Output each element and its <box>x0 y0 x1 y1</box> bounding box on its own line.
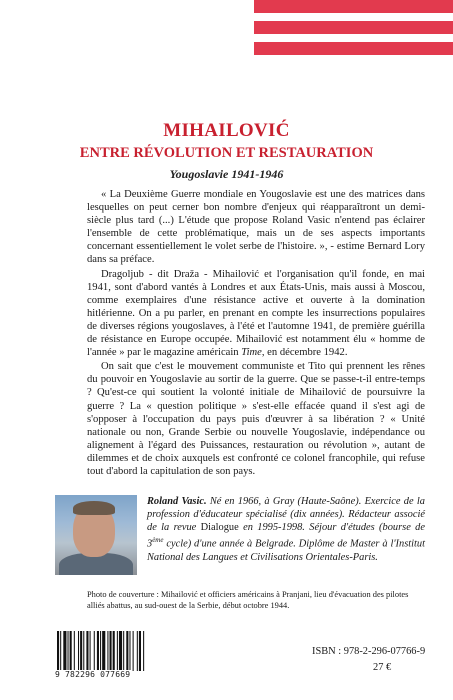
author-bio-text-3: cycle) d'une année à Belgrade. Diplôme de Master à l'Institut National des Langues et Civilisations Orientales-Paris. <box>147 538 425 563</box>
barcode-bar <box>60 631 61 671</box>
barcode-bar <box>63 631 66 671</box>
barcode-bar <box>126 631 128 671</box>
barcode-bar <box>74 631 75 671</box>
red-stripe-3 <box>254 42 453 55</box>
barcode-bar <box>102 631 105 671</box>
barcode-bar <box>129 631 130 671</box>
barcode-bar <box>86 631 88 671</box>
barcode-bars <box>55 631 170 671</box>
red-stripe-2 <box>254 21 453 34</box>
barcode-number: 9 782296 077669 <box>55 670 131 679</box>
barcode-bar <box>94 631 95 671</box>
revue-name: Dialogue <box>200 522 239 534</box>
barcode-bar <box>68 631 69 671</box>
paragraph-mihailovic <box>87 268 425 360</box>
paragraph-mihailovic-text: Dragoljub - dit Draža - Mihailović et l'organisation qu'il fonde, en mai 1941, sont d'abord vantés à Londres et aux États-Unis, mais aussi à Moscou, comme exemplaires d'une résistance active et ouverte à la domination hitlérienne. On a pu parler, en prenant en compte les insurrections populaires de diverses régions yougoslaves, à l'été et l'automne 1941, de première guérilla de résistance en Europe occupée. Mihailović est notamment élu « homme de l'année » par le magazine américain <box>87 268 425 359</box>
barcode-bar <box>119 631 122 671</box>
barcode-bar <box>113 631 115 671</box>
author-bio <box>147 495 425 564</box>
barcode-bar <box>78 631 79 671</box>
paragraph-preface-quote: « La Deuxième Guerre mondiale en Yougoslavie est une des matrices dans lesquelles on peut cerner bon nombre d'enjeux qui réapparaîtront un demi-siècle plus tard (...) L'étude que propose Roland Vasic n'entend pas éclairer l'ensemble de cette problématique, mais un de ses aspects importants concernant essentiellement le volet serbe de l'histoire. », - estime Bernard Lory dans sa préface. <box>87 189 425 266</box>
barcode-bar <box>57 631 59 671</box>
barcode-bar <box>80 631 82 671</box>
red-stripe-1 <box>254 0 453 13</box>
author-bio-text-1: Né en 1966, à Gray (Haute-Saône). Exercice de la profession d'éducateur spécialisé (dix années). Rédacteur associé de la revue <box>147 496 425 534</box>
magazine-name: Time <box>241 347 262 359</box>
book-subsubtitle: Yougoslavie 1941-1946 <box>169 167 284 181</box>
barcode-bar <box>100 631 101 671</box>
barcode-bar <box>83 631 84 671</box>
superscript-eme: ème <box>152 536 164 545</box>
barcode-bar <box>97 631 99 671</box>
barcode-bar <box>90 631 91 671</box>
barcode-bar <box>110 631 112 671</box>
author-photo-hair <box>73 501 115 515</box>
photo-caption: Photo de couverture : Mihailović et officiers américains à Pranjani, lieu d'évacuation des pilotes alliés abattus, au sud-ouest de la Serbie, début octobre 1944. <box>87 590 409 610</box>
author-name: Roland Vasic. <box>147 496 207 507</box>
isbn: ISBN : 978-2-296-07766-9 <box>312 646 426 657</box>
barcode-bar <box>70 631 72 671</box>
paragraph-mihailovic-end: , en décembre 1942. <box>261 347 348 359</box>
barcode-bar <box>133 631 134 671</box>
barcode-bar <box>123 631 124 671</box>
barcode-bar <box>139 631 141 671</box>
paragraph-questions: On sait que c'est le mouvement communiste et Tito qui prennent les rênes du pouvoir en Yougoslavie au sortir de la guerre. Que se passe-t-il entre-temps ? Qu'est-ce qui soutient la volonté initiale de Mihailović de poursuivre la guerre ? La « question politique » s'est-elle effacée quand il s'est agi de s'opposer à l'occupation du pays puis d'œuvrer à sa libération ? « Unité nationale ou non, Grande Serbie ou nouvelle Yougoslavie, indépendance ou alignement à l'égard des Puissances, restauration ou révolution », autant de dilemmes et de choix auxquels est confronté ce colonel francophile, qui refuse tout d'abord la capitulation de son pays. <box>87 361 425 477</box>
author-bio-text-2: en 1995-1998. Séjour d'études (bourse de 3 <box>147 522 425 550</box>
barcode-bar <box>107 631 108 671</box>
back-cover-text <box>87 188 425 478</box>
price: 27 € <box>373 662 392 673</box>
barcode-bar <box>117 631 118 671</box>
author-photo <box>55 495 137 575</box>
barcode-bar <box>137 631 138 671</box>
barcode-bar <box>143 631 144 671</box>
book-title: MIHAILOVIĆ <box>163 120 290 141</box>
book-subtitle: ENTRE RÉVOLUTION ET RESTAURATION <box>79 145 374 161</box>
